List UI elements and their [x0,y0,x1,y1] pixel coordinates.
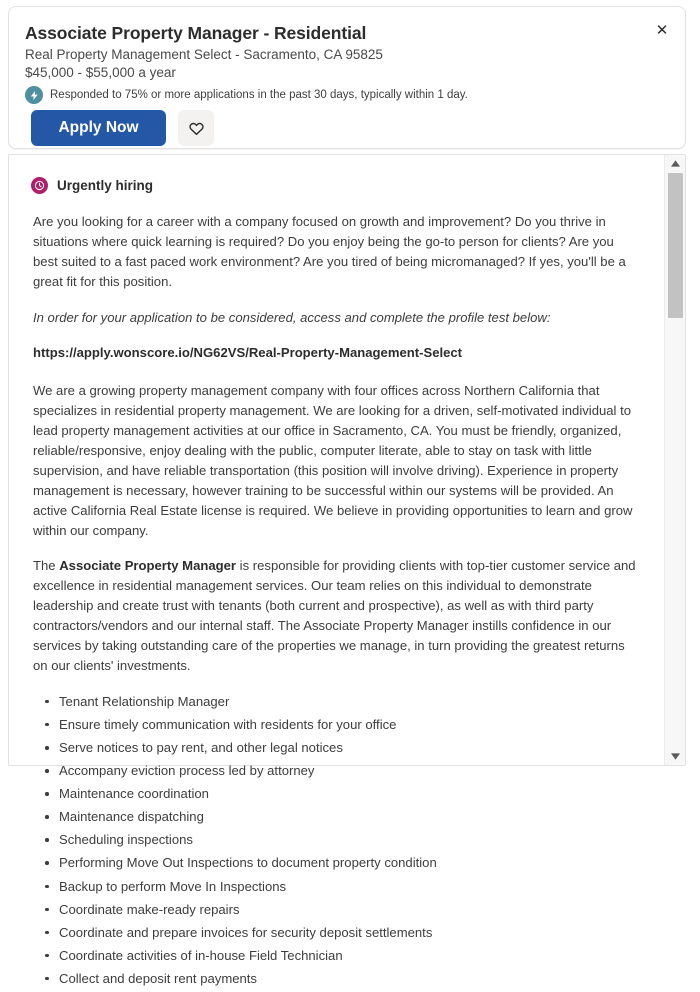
urgent-clock-icon [31,177,48,194]
list-item: Maintenance dispatching [59,807,642,830]
job-header-card [8,6,686,149]
list-item: Ensure timely communication with residents for your office [59,715,642,738]
heart-save-icon [188,120,205,137]
employer-response-text: Responded to 75% or more applications in the past 30 days, typically within 1 day. [50,89,468,101]
role-suffix: is responsible for providing clients with top-tier customer service and excellence in residential management services. Our team relies on this individual to demonstrate leadership and create trust with tenants (both current and prospective), as well as with third party contractors/vendors and our internal staff. The Associate Property Manager instills confidence in our services by taking outstanding care of the properties we manage, in turn providing the greatest returns on our clients' investments. [33,558,636,673]
list-item: Serve notices to pay rent, and other legal notices [59,738,642,761]
list-item: Coordinate activities of in-house Field Technician [59,946,642,969]
description-scrollbar[interactable] [664,155,685,765]
list-item: Coordinate and prepare invoices for security deposit settlements [59,923,642,946]
list-item: Performing Move Out Inspections to document property condition [59,853,642,876]
page-title: Associate Property Manager - Residential [25,23,367,43]
responsibilities-list [33,692,642,992]
job-description-card [8,154,686,986]
list-item: Collect and deposit rent payments [59,969,642,992]
close-icon[interactable]: ✕ [647,15,677,45]
list-item: Maintenance coordination [59,784,642,807]
description-paragraph-1: Are you looking for a career with a company focused on growth and improvement? Do you thrive in situations where quick learning is required? Do you enjoy being the go-to person for clients? Are you best suited to a fast paced work environment? Are you tired of being micromanaged? If yes, you'll be a great fit for this position. [33,214,626,289]
description-paragraph-italic: In order for your application to be considered, access and complete the profile test below: [33,309,551,325]
description-paragraph-company: We are a growing property management company with four offices across Northern California that specializes in residential property management. We are looking for a driven, self-motivated individual to lead property management activities at our office in Sacramento, CA. You must be friendly, organized, reliable/responsive, enjoy dealing with the public, computer literate, able to stay on task with little supervision, and have reliable transportation (this position will involve driving). Experience in property management is necessary, however training to be successful within our systems will be provided. An active California Real Estate license is required. We believe in providing opportunities to learn and grow within our company. [33,383,633,538]
save-job-button[interactable] [178,110,214,146]
salary-range: $45,000 - $55,000 a year [25,65,176,80]
company-location: Real Property Management Select - Sacramento, CA 95825 [25,47,383,62]
apply-now-button[interactable]: Apply Now [31,110,166,146]
urgently-hiring-label: Urgently hiring [57,178,154,193]
description-paragraph-role [33,556,642,675]
list-item: Backup to perform Move In Inspections [59,877,642,900]
scroll-up-arrow-icon[interactable] [665,155,686,172]
profile-test-url[interactable]: https://apply.wonscore.io/NG62VS/Real-Property-Management-Select [33,345,463,361]
list-item: Scheduling inspections [59,830,642,853]
list-item: Tenant Relationship Manager [59,692,642,715]
status-badge [31,177,642,194]
role-prefix: The [33,558,60,574]
page-right-edge [692,0,700,768]
scroll-down-arrow-icon[interactable] [665,748,686,765]
employer-response-row [25,86,468,104]
scroll-thumb[interactable] [668,173,683,318]
job-description-scroll-area [9,155,664,986]
lightning-bolt-icon [25,86,43,104]
list-item: Coordinate make-ready repairs [59,900,642,923]
role-bold-title: Associate Property Manager [59,558,237,574]
list-item: Accompany eviction process led by attorney [59,761,642,784]
action-row [31,110,214,146]
